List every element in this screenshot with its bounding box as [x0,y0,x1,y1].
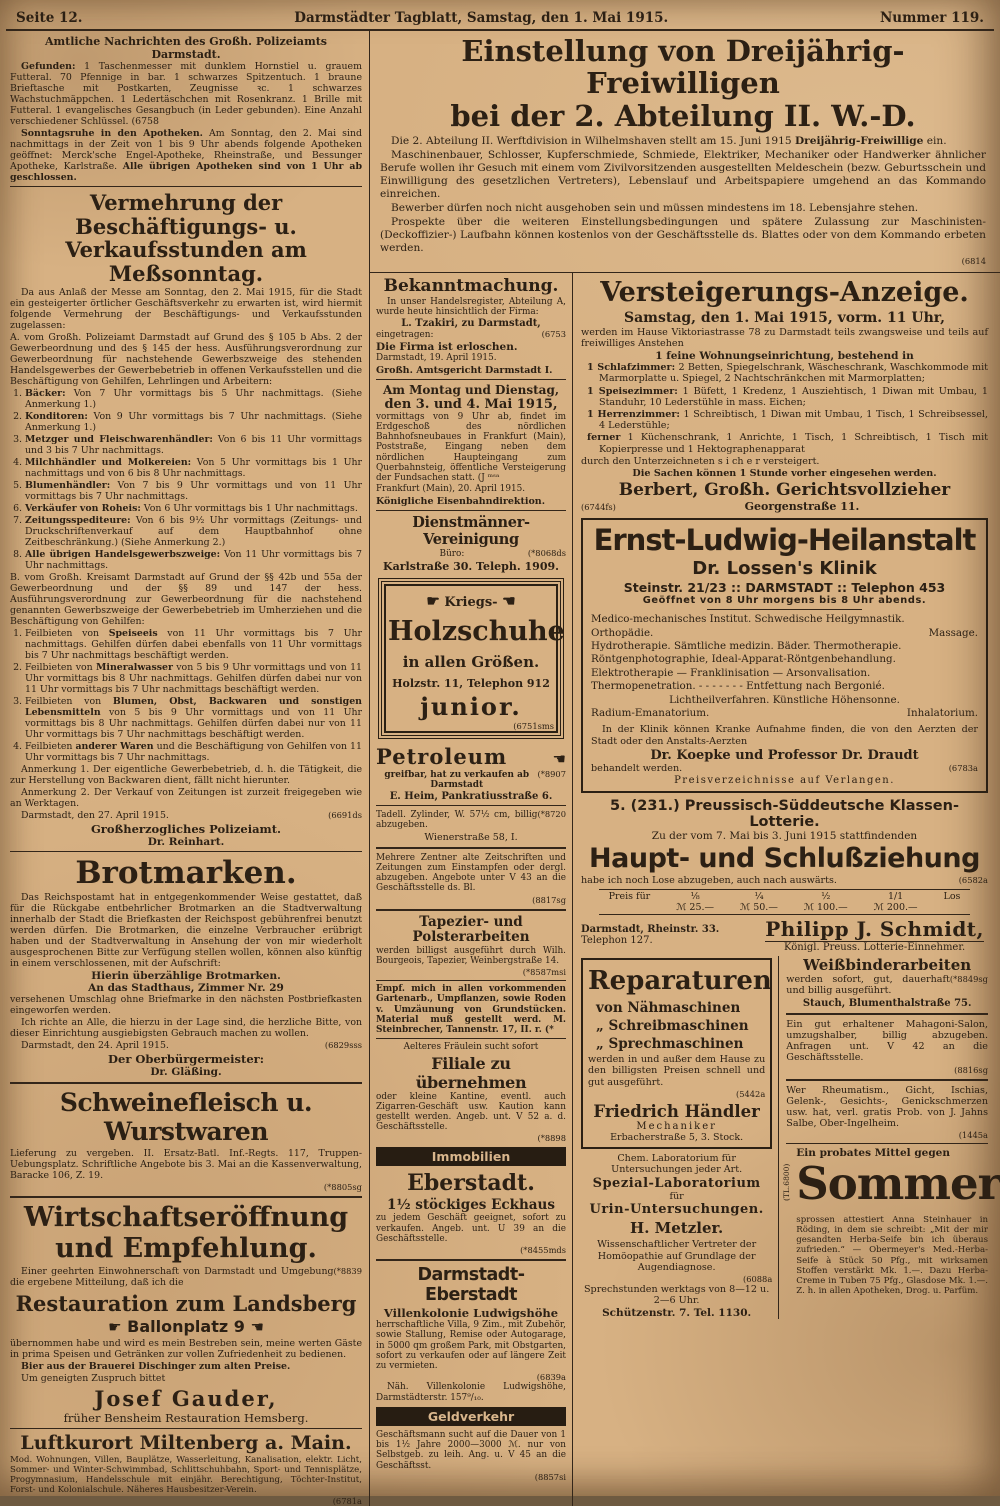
bottom-left-subcolumn [581,956,779,1319]
einstellung-p4-row [380,216,986,256]
divider [376,1259,566,1261]
divider [10,851,362,852]
price-table [599,889,970,915]
dienst-row [376,548,566,560]
middle-column [370,273,573,1506]
divider [376,805,566,806]
service-line: Thermopenetration. - - - - - - - Entfettung nach Bergonié. [591,680,885,693]
divider [10,1428,362,1429]
bekannt-date: Darmstadt, 19. April 1915. [376,353,497,364]
divider [10,186,362,187]
einstellung-p2: Maschinenbauer, Schlosser, Kupferschmiede, Schmiede, Elektriker, Mechaniker oder Handwerker ähnlicher Berufe wollen ihr Gesuch mit einem vom Zivilvorsitzenden ausgestellten Meldeschein (bezw. Geburtsschein und Einwilligung des gesetzlichen Vertreters), Lebenslauf und Arbeitspapiere umgehend an das Kommando einreichen. [380,149,986,201]
wirtschaft-p3: Bier aus der Brauerei Dischinger zum alten Preise. [21,1361,291,1373]
pointing-hand-left-icon: ☚ [502,591,516,610]
miltenberg-title: Luftkurort Miltenberg a. Main. [20,1432,352,1455]
lotto-agent: Philipp J. Schmidt, Königl. Preuss. Lotterie-Einnehmer. [765,917,984,954]
wirtschaft-intro-row [10,1266,362,1289]
ad-ref: (*8839 [333,1266,362,1277]
price-col: ⅛ ℳ 25.— [676,891,715,914]
miltenberg-body: Mod. Wohnungen, Villen, Bauplätze, Wasserleitung, Kanalisation, elektr. Licht, Sommer- und Winter-Schwimmbad, Schlittschuhbahn, Sport- und Tennisplätze, Progymnasium, Handelsschule mit einjähr. Berechtigung, Töchter-Institut, Forst- und Kolonialschule. Näheres Hausbesitzer-Verein. [10,1455,362,1496]
metzler-name: H. Metzler. [630,1219,724,1238]
ad-ref: (6088a [742,1273,773,1284]
ad-ref: (*8455mds [520,1245,566,1256]
zentner-row [376,853,566,895]
versteigerung-title: Versteigerungs-Anzeige. [600,276,969,308]
fund-date: Frankfurt (Main), 20. April 1915. [376,484,526,495]
service-line: Hydrotherapie. Sämtliche medizin. Bäder. Thermotherapie. [591,640,902,653]
list-item: 4. Milchhändler und Molkereien: Von 5 Uhr vormittags bis 1 Uhr nachmittags und von 6 bis 8 Uhr nachmittags. [25,457,362,479]
fund-body: vormittags von 9 Uhr ab, findet im Erdgeschoß des nördlichen Bahnhofsneubaues in Frankfurt (Main), Poststraße, Eingang neben dem nördlichen Haupteingang zum Querbahnsteig, öffentliche Versteigerung der Fundsachen statt. (J ᵐˢᵃ [376,411,566,484]
lotto-p: habe ich noch Lose abzugeben, auch nach auswärts. [581,874,837,886]
rep-body: werden in und außer dem Hause zu den billigsten Preisen schnell und gut ausgeführt. [588,1054,766,1088]
service-line: Lichtheilverfahren. Künstliche Höhensonne. [669,693,900,706]
lotto-address: Darmstadt, Rheinstr. 33. Telephon 127. [581,924,720,947]
divider [376,847,566,849]
list-item: 4. Feilbieten anderer Waren und die Beschäftigung von Gehilfen von 11 Uhr vormittags bis 7 Uhr nachmittags. [25,741,362,763]
dienstmaenner-title: Dienstmänner-Vereinigung [412,513,530,548]
labor-p2: Wissenschaftlicher Vertreter der Homöopathie auf Grundlage der Augendiagnose. [597,1239,757,1273]
divider [376,980,566,981]
masthead-title: Darmstädter Tagblatt, Samstag, den 1. Mai 1915. [294,10,669,26]
rep-line: von Nähmaschinen [596,1000,741,1017]
price-list-note: Preisverzeichnisse auf Verlangen. [674,774,895,786]
lotterie-title: 5. (231.) Preussisch-Süddeutsche Klassen-Lotterie. [610,797,959,830]
mahagoni-body: Ein gut erhaltener Mahagoni-Salon, umzugshalber, billig abzugeben. Anfragen unt. V 42 an die Geschäftsstelle. [786,1018,988,1064]
note-1: Anmerkung 1. Der eigentliche Gewerbebetrieb, d. h. die Tätigkeit, die zur Herstellung von Backwaren dient, fällt nicht hierunter. [10,764,362,787]
bottom-right-subcolumn [779,956,1000,1319]
einstellung-p3: Bewerber dürfen noch nicht ausgehoben sein und müssen mindestens im 18. Lebensjahre stehen. [391,202,919,215]
holzschuhe-title: Holzschuhe [388,615,565,647]
klinik-name: Dr. Lossen's Klinik [692,558,877,580]
restauration-name: Restauration zum Landsberg [15,1291,357,1317]
brotmarken-title: Brotmarken. [75,855,297,892]
einstellung-article [370,31,1000,273]
wirtschaft-p2: übernommen habe und wird es mein Bestreben sein, meine werten Gäste in prima Speisen und Getränken zur vollen Zufriedenheit zu bedienen. [10,1338,362,1361]
divider [376,1038,566,1039]
doctors-names: Dr. Koepke und Professor Dr. Draudt [650,747,919,763]
de-body: herrschaftliche Villa, 9 Zim., mit Zubehör, sowie Stallung, Remise oder Autogarage, in 5000 qm großem Park, mit Obstgarten, sofort zu verkaufen oder auf längere Zeit zu vermieten. [376,1320,566,1372]
einstellung-p4: Prospekte über die weiteren Einstellungsbedingungen und spätere Zulassung zur Maschinisten- (Deckoffizier-) Laufbahn können kostenlos von der Geschäftsstelle ds. Blattes oder von dem Kommando erbeten werden. [380,215,986,254]
wirtschaft-p4: Um geneigten Zuspruch bittet [21,1373,166,1385]
schlussziehung-title: Haupt- und Schlußziehung [589,842,980,874]
divider [786,1013,988,1015]
sommersprossen-ad [782,1147,1000,1296]
official-notices-title: Amtliche Nachrichten des Großh. Polizeiamts Darmstadt. [45,35,327,61]
ad-ref: (8857si [534,1471,566,1482]
date-line: Darmstadt, den 24. April 1915. [21,1040,169,1052]
reparaturen-ad [581,958,772,1149]
list-item: 7. Zeitungsspediteure: Von 6 bis 9½ Uhr vormittags (Zeitungs- und Druckschriftenverkauf auf dem Hauptbahnhof ohne Zeitbeschränkung.) (Siehe Anmerkung 2.) [25,515,362,548]
klinik-hours: Geöffnet von 8 Uhr morgens bis 8 Uhr abends. [642,595,927,607]
haendler-name: Friedrich Händler [593,1101,760,1121]
ad-ref: (8817sg [532,894,566,905]
page-number: Seite 12. [16,10,83,26]
price-col: ½ ℳ 100.— [803,891,848,914]
signature-name: Dr. Gläßing. [150,1066,222,1079]
date-ref-row [10,1040,362,1052]
vermehrung-list-a [10,388,362,571]
tapezier-body: werden billigst ausgeführt durch Wilh. Bourgeois, Tapezier, Weinbergstraße 14. [376,945,566,966]
rep-line: „ Schreibmaschinen [596,1018,749,1035]
reparaturen-title: Reparaturen [588,966,772,997]
eberstadt-title: Eberstadt. [407,1170,535,1197]
heil-p2: behandelt werden. [591,762,683,774]
date-ref-row [10,810,362,822]
labor-p3: Sprechstunden werktags von 8—12 u. 2—6 Uhr. [583,1283,770,1307]
fuer-label: für [669,1191,684,1203]
petroleum-body: greifbar, hat zu verkaufen ab Darmstadt [384,769,530,790]
verst-item: 1 Speisezimmer: 1 Büfett, 1 Kredenz, 1 Ausziehtisch, 1 Diwan mit Umbau, 1 Standuhr, 10 Lederstühle in mass. Eichen; [587,385,988,408]
ad-ref: (6753 [541,329,566,340]
eberstadt-body: zu jedem Geschäft geeignet, sofort zu verkaufen. Angeb. unt. U 39 an die Geschäftsstelle. [376,1213,566,1244]
ad-ref: (6744fs) [581,502,616,513]
vermehrung-section-a: A. vom Großh. Polizeiamt Darmstadt auf Grund des § 105 b Abs. 2 der Gewerbeordnung und des § 145 der hess. Ausführungsverordnung zur Gewerbeordnung für nachstehende Gewerbszweige des stehenden Handelsgewerbes der Gewerbebetrieb in offenen Verkaufsstellen und die Beschäftigung von Gehilfen, Lehrlingen und Arbeitern: [10,332,362,388]
ad-ref: (*8907 [537,768,566,779]
heil-foot [591,763,978,775]
ad-ref: (6783a [948,762,978,773]
eberstadt-sub: 1½ stöckiges Eckhaus [387,1197,555,1214]
filiale-body: oder kleine Kantine, eventl. auch Zigarren-Geschäft usw. Kaution kann gestellt werden. Angeb. unt. V 52 a. d. Geschäftsstelle. [376,1091,566,1133]
schweinefleisch-body: Lieferung zu vergeben. II. Ersatz-Batl. Inf.-Regts. 117, Truppen-Uebungsplatz. Schriftliche Angebote bis 3. Mai an die Kassenverwaltung, Baracke 106, Z. 19. [10,1148,362,1182]
weissbinder-title: Weißbinderarbeiten [803,956,972,975]
fraeulein-body: Aelteres Fräulein sucht sofort [403,1042,539,1053]
heilanstalt-ad [581,518,988,793]
heil-p: In der Klinik können Kranke Aufnahme finden, die von den Aerzten der Stadt oder den Anstalts-Aerzten [591,724,978,747]
service-line: Radium-Emanatorium. [591,706,710,719]
vermehrung-intro: Da aus Anlaß der Messe am Sonntag, den 2. Mai 1915, für die Stadt ein gesteigerter örtlicher Geschäftsverkehr zu erwarten ist, wird hiermit folgende Vermehrung der Beschäftigungs- und Verkaufsstunden zugelassen: [10,287,362,332]
list-item: 2. Konditoren: Von 9 Uhr vormittags bis 7 Uhr nachmittags. (Siehe Anmerkung 1.) [25,411,362,433]
zylinder-addr: Wienerstraße 58, I. [424,831,518,843]
pointing-hand-right-icon: ☛ [108,1318,122,1337]
klinik-address: Steinstr. 21/23 :: DARMSTADT :: Telephon 453 [623,580,946,596]
firm-name: L. Tzakiri, zu Darmstadt, [401,318,541,330]
gauder-sub: früher Bensheim Restauration Hemsberg. [63,1411,309,1426]
ad-ref: (6691ds [328,810,362,821]
ad-ref: (6781a [332,1496,362,1506]
haendler-trade: Mechaniker [636,1120,717,1132]
immobilien-bar: Immobilien [376,1147,566,1166]
service-line: Massage. [928,626,978,639]
bailiff-name: Berbert, Großh. Gerichtsvollzieher [618,480,951,501]
bekannt-ref-row [376,329,566,341]
spezial-laboratorium: Spezial-Laboratorium [592,1176,761,1192]
fund-line2: den 3. und 4. Mai 1915, [384,396,558,412]
divider [10,1082,362,1084]
bottom-split [581,956,1000,1320]
list-item: 1. Feilbieten von Speiseeis von 11 Uhr vormittags bis 7 Uhr nachmittags. Gehilfen dürfen dabei ebenfalls von 11 Uhr vormittags bis 7 Uhr nachmittags beschäftigt werden. [25,628,362,661]
versteigerung-sub: Samstag, den 1. Mai 1915, vorm. 11 Uhr, [623,309,946,326]
divider [786,1143,988,1144]
petroleum-sig: E. Heim, Pankratiusstraße 6. [389,791,553,803]
ad-ref: (*8849sg [949,974,988,985]
fund-sig: Königliche Eisenbahndirektion. [376,495,545,507]
holzschuhe-ad [378,578,564,739]
ad-ref: (1445a [958,1130,988,1141]
holz-address: Holzstr. 11, Telephon 912 [392,676,550,690]
vertical-ad-ref: (TL.6800) [782,1164,792,1202]
signature-office: Der Oberbürgermeister: [108,1052,264,1067]
ad-ref: (6751sms [513,720,554,731]
geschaeftsmann-body: Geschäftsmann sucht auf die Dauer von 1 bis 1½ Jahre 2000—3000 ℳ. nur von Selbstgeb. zu leih. Ang. u. V 45 an die Geschäftsst. [376,1429,566,1471]
service-line: Medico-mechanisches Institut. Schwedische Heilgymnastik. [591,613,905,626]
service-line: Elektrotherapie — Franklinisation — Arsonvalisation. [591,666,871,679]
lower-columns [370,273,1000,1506]
verst-item: 1 Schlafzimmer: 2 Betten, Spiegelschrank, Wäscheschrank, Waschkommode mit Marmorplatte u. Spiegel, 2 Nachtschränkchen mit Marmorplatten; [587,362,988,385]
divider [376,909,566,911]
list-item: 1. Bäcker: Von 7 Uhr vormittags bis 5 Uhr nachmittags. (Siehe Anmerkung 1.) [25,388,362,410]
divider [376,379,566,380]
weiss-body: werden sofort, gut, dauerhaft und billig ausgeführt. [786,974,950,997]
pointing-hand-left-icon: ☚ [552,749,566,768]
ballonplatz-address: Ballonplatz 9 [127,1317,245,1337]
verst-foot [581,500,988,513]
verst-item: 1 Herrenzimmer: 1 Schreibtisch, 1 Diwan mit Umbau, 1 Tisch, 1 Schreibsessel, 4 Lederstühle; [587,409,989,432]
ad-ref: (6829sss [324,1040,362,1051]
bekannt-p2: eingetragen: [376,330,434,341]
petroleum-title: Petroleum [376,743,508,769]
signature-name: Dr. Reinhart. [147,836,225,849]
list-item: 5. Blumenhändler: Von 7 bis 9 Uhr vormittags und von 11 Uhr vormittags bis 7 Uhr nachmittags. [25,480,362,502]
ad-ref: (*8898 [537,1133,566,1144]
divider [10,1196,362,1198]
darmstadt-eberstadt-title: Darmstadt-Eberstadt [417,1265,525,1306]
sommer-body: sprossen attestiert Anna Steinhauer in Röding, in dem sie schreibt: „Mit der mir gesandten Herba-Seife bin ich überaus zufrieden.“ — Obermeyer's Med.-Herba-Seife à Stück 50 Pfg., mit wirksamen Stoffen verstärkt Mk. 1.—. Dazu Herba-Creme in Tuben 75 Pfg., Glasdose Mk. 1.—. Z. h. in allen Apotheken, Drog. u. Parfüm. [796,1214,988,1296]
sommer-intro: Ein probates Mittel gegen [796,1147,950,1160]
firm-dissolved: Die Firma ist erloschen. [376,341,518,354]
divider [707,609,862,610]
sommer-big-word: Sommer [796,1157,1000,1211]
ballonplatz-line [10,1317,362,1336]
rheuma-body: Wer Rheumatism., Gicht, Ischias, Gelenk-, Gesichts-, Genickschmerzen usw. hat, verl. gratis Prob. von J. Jahns Salbe, Ober-Ingelheim. [786,1084,988,1130]
service-line: Inhalatorium. [906,706,978,719]
einstellung-p1: Die 2. Abteilung II. Werftdivision in Wilhelmshaven stellt am 15. Juni 1915 Dreijährig-Freiwillige ein. [391,135,947,148]
bekannt-p1: In unser Handelsregister, Abteilung A, wurde heute hinsichtlich der Firma: [376,296,566,317]
darmstadt-eberstadt-sub: Villenkolonie Ludwigshöhe [383,1306,559,1321]
wirtschaft-title: Wirtschaftseröffnung und Empfehlung. [23,1202,349,1265]
pointing-hand-right-icon: ☛ [426,591,440,610]
left-column [0,31,370,1506]
verst-p3: Die Sachen können 1 Stunde vorher eingesehen werden. [632,468,937,480]
ad-ref: (*8068ds [527,547,566,558]
zylinder-body: Tadell. Zylinder, W. 57½ cm, billig abzugeben. [376,810,538,831]
labor-p1: Chem. Laboratorium für Untersuchungen jeder Art. [611,1152,743,1176]
holz-junior: junior. [420,691,522,721]
verst-line: 1 feine Wohnungseinrichtung, bestehend in [655,350,914,363]
vermehrung-section-b: B. vom Großh. Kreisamt Darmstadt auf Grund der §§ 42b und 55a der Gewerbeordnung und der §§ 89 und 147 der hess. Ausführungsverordnung zur Gewerbeordnung für die nachstehend genannten Gewerbszweige der Gewerbebetrieb im Umherziehen und die Beschäftigung von Gehilfen: [10,572,362,628]
divider [786,1079,988,1081]
de-body2: Näh. Villenkolonie Ludwigshöhe, Darmstädterstr. 157⁹/₁₀. [376,1382,566,1403]
divider [376,510,566,511]
los-label: Los [943,891,961,903]
verst-p2: durch den Unterzeichneten s i ch e r versteigert. [581,455,820,467]
petroleum-title-row [376,744,566,769]
signature-office: Großherzogliches Polizeiamt. [90,822,282,837]
urin-untersuchungen: Urin-Untersuchungen. [589,1202,764,1218]
zentner-body: Mehrere Zentner alte Zeitschriften und Zeitungen zum Einstampfen oder dergl. abzugeben. Angebote unter V 43 an die Geschäftsstelle ds. Bl. [376,852,566,894]
schweinefleisch-title: Schweinefleisch u. Wurstwaren [59,1088,313,1147]
list-item: 6. Verkäufer von Roheis: Von 6 Uhr vormittags bis 1 Uhr nachmittags. [25,503,362,514]
list-item: 3. Metzger und Fleischwarenhändler: Von 6 bis 11 Uhr vormittags und 3 bis 7 Uhr nachmittags. [25,434,362,456]
tapezier-title: Tapezier- und Polsterarbeiten [412,913,530,946]
bekanntmachung-title: Bekanntmachung. [383,275,559,296]
ad-ref: (5442a [735,1088,766,1099]
verst-item: ferner 1 Küchenschrank, 1 Anrichte, 1 Tisch, 1 Schreibtisch, 1 Tisch mit Kopierpresse und 1 Hektographenapparat [587,432,988,455]
price-col: ¼ ℳ 50.— [740,891,778,914]
price-label: Preis für [608,891,651,903]
dienst-buero: Büro: [439,548,465,559]
verst-p1: werden im Hause Viktoriastrasse 78 zu Darmstadt teils zwangsweise und teils auf freiwilliges Anstehen [581,326,988,349]
right-column [573,273,1000,1506]
brotmarken-p1: Das Reichspostamt hat in entgegenkommender Weise gestattet, daß für die Rückgabe entbehrlicher Brotmarken an die Stadtverwaltung innerhalb der Stadt die Briefkasten der Reichspost gebührenfrei benutzt werden dürfen. Die Brotmarken, die einzelne Verbraucher erübrigt haben und der Stadtverwaltung in Ansehung der von mir wiederholt ausgesprochenen Bitte zur Verfügung stellen wollen, können also künftig in einem verschlossenen, mit der Aufschrift: [10,892,362,970]
holz-top-line [388,592,554,610]
filiale-title: Filiale zu übernehmen [415,1053,527,1092]
wirtschaft-p1: Einer geehrten Einwohnerschaft von Darmstadt und Umgebung die ergebene Mitteilung, daß ich die [10,1266,334,1289]
vermehrung-list-b [10,628,362,763]
date-line: Darmstadt, den 27. April 1915. [21,810,169,822]
brotmarken-p2: versehenen Umschlag ohne Briefmarke in den nächsten Postbriefkasten eingeworfen werden. [10,994,362,1017]
lotterie-sub: Zu der vom 7. Mai bis 3. Juni 1915 stattfindenden [651,829,918,842]
zylinder-row [376,809,566,831]
einstellung-title: Einstellung von Dreijährig-Freiwilligen bei der 2. Abteilung II. W.-D. [450,34,916,133]
page-columns [0,31,1000,1506]
haendler-address: Erbacherstraße 5, 3. Stock. [610,1131,744,1143]
ad-ref: (*8587msi [522,967,566,978]
ad-ref: (*8805sg [323,1182,362,1193]
service-line: Orthopädie. [591,626,654,639]
lotto-footer [581,917,984,953]
bailiff-address: Georgenstraße 11. [744,500,860,514]
weiss-row [786,974,988,997]
ad-ref: (8816sg [954,1064,988,1075]
brotmarken-p3: Ich richte an Alle, die hierzu in der Lage sind, die herzliche Bitte, von dieser Einrichtung ausgiebigsten Gebrauch machen zu wollen. [10,1017,362,1040]
vermehrung-title: Vermehrung der Beschäftigungs- u. Verkaufsstunden am Meßsonntag. [65,190,307,286]
list-item: 2. Feilbieten von Mineralwasser von 5 bis 9 Uhr vormittags und von 11 Uhr vormittags bis 8 Uhr nachmittags. Gehilfen dürfen dabei nur von 11 Uhr vormittags bis 7 Uhr nachmittags beschäftigt werden. [25,662,362,695]
kriegs-label: Kriegs- [444,594,498,610]
petroleum-row [376,769,566,791]
fund-line1: Am Montag und Dienstag, [382,382,560,397]
ad-ref: (6582a [958,874,988,885]
found-items-notice: Gefunden: 1 Taschenmesser mit dunklem Hornstiel u. grauem Futteral. 70 Pfennige in bar. 1 schwarzes Spitzentuch. 1 braune Brieftasche mit Postkarten, Zeugnisse ꝛc. 1 schwarzes Wachstuchmäppchen. 1 Ledertäschchen mit Rosenkranz. 1 Brille mit Futteral. 1 evangelisches Gesangbuch (in Leder gebunden). Eine Anzahl verschiedener Schlüssel. (6758 [10,61,362,127]
gauder-name: Josef Gauder, [94,1386,278,1412]
metzler-address: Schützenstr. 7. Tel. 1130. [602,1307,752,1320]
note-2: Anmerkung 2. Der Verkauf von Zeitungen ist zurzeit freigegeben wie an Werktagen. [10,787,362,810]
weiss-sig: Stauch, Blumenthalstraße 75. [802,997,972,1009]
list-item: 3. Feilbieten von Blumen, Obst, Backwaren und sonstigen Lebensmitteln von 5 bis 9 Uhr vormittags und von 11 Uhr vormittags bis 8 Uhr nachmittags. Gehilfen dürfen dabei nur von 11 Uhr vormittags bis 7 Uhr nachmittags beschäftigt werden. [25,696,362,740]
list-item: 8. Alle übrigen Handelsgewerbszweige: Von 11 Uhr vormittags bis 7 Uhr nachmittags. [25,549,362,571]
geldverkehr-bar: Geldverkehr [376,1407,566,1426]
service-line: Röntgenphotographie, Ideal-Apparat-Röntgenbehandlung. [591,653,896,666]
ad-ref: (6839a [536,1372,566,1383]
brotmarken-address: An das Stadthaus, Zimmer Nr. 29 [88,982,284,995]
bekannt-sig: Großh. Amtsgericht Darmstadt I. [376,364,553,376]
right-area [370,31,1000,1506]
dienst-addr: Karlstraße 30. Teleph. 1909. [383,559,559,573]
rep-line: „ Sprechmaschinen [596,1036,744,1053]
issue-number: Nummer 119. [879,10,984,26]
brotmarken-inscription: Hierin überzählige Brotmarken. [91,970,281,983]
holz-sizes: in allen Größen. [402,652,540,671]
masthead [0,0,1000,29]
pharmacy-notice: Sonntagsruhe in den Apotheken. Am Sonntag, den 2. Mai sind nachmittags in der Zeit von 1 bis 9 Uhr abends folgende Apotheken geöffnet: Merck'sche Engel-Apotheke, Rheinstraße, und Bessunger Apotheke, Karlstraße. Alle übrigen Apotheken sind von 1 Uhr ab geschlossen. [10,128,363,183]
ad-ref: (6814 [961,255,986,266]
lotto-p-row [581,875,988,887]
ad-ref: (*8720 [537,809,566,820]
garten-body: Empf. mich in allen vorkommenden Gartenarb., Umpflanzen, sowie Roden v. Umzäunung von Grundstücken. Material muß gestellt werd. M. Steinbrecher, Tannenstr. 17, II. r. (* [376,984,566,1036]
pointing-hand-left-icon: ☚ [250,1318,264,1337]
price-col: 1/1 ℳ 200.— [873,891,918,914]
heilanstalt-title: Ernst-Ludwig-Heilanstalt [593,523,976,558]
